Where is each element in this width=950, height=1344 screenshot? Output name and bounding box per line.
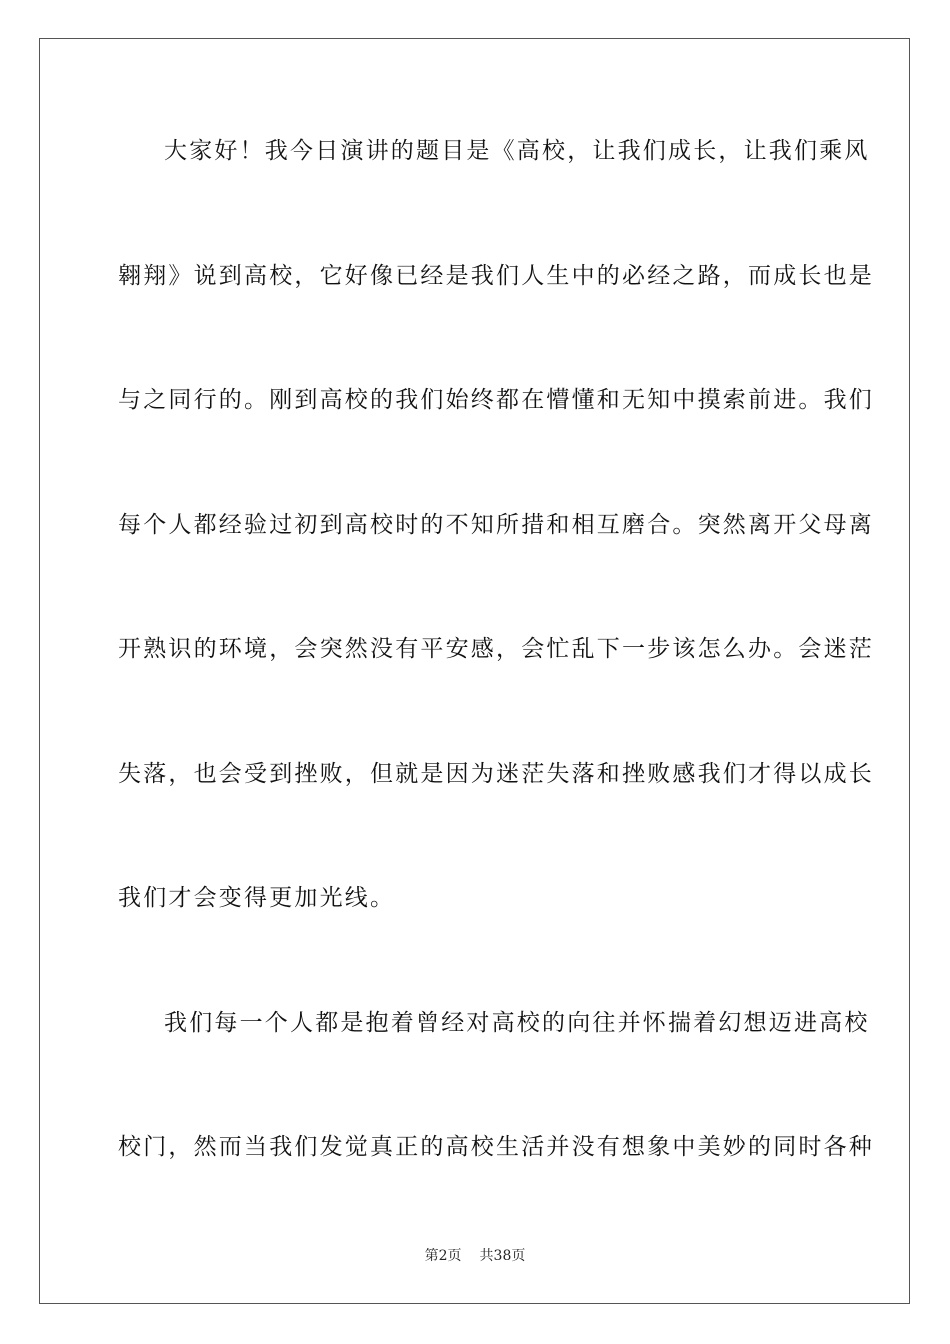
paragraph-2-line-1: 我们每一个人都是抱着曾经对高校的向往并怀揣着幻想迈进高校 [164,1010,870,1036]
paragraph-1-line-3: 与之同行的。刚到高校的我们始终都在懵懂和无知中摸索前进。我们 [118,387,874,413]
page-footer [0,1246,950,1266]
page-number: 第2页 [424,1248,462,1264]
paragraph-1-line-5: 开熟识的环境，会突然没有平安感，会忙乱下一步该怎么办。会迷茫 [118,636,874,662]
paragraph-1-line-1: 大家好！我今日演讲的题目是《高校，让我们成长，让我们乘风 [164,138,870,164]
paragraph-1-line-6: 失落，也会受到挫败，但就是因为迷茫失落和挫败感我们才得以成长 [118,761,874,787]
page-total: 共38页 [479,1248,526,1264]
paragraph-1-line-7: 我们才会变得更加光线。 [118,885,396,911]
paragraph-2-line-2: 校门，然而当我们发觉真正的高校生活并没有想象中美妙的同时各种 [118,1134,874,1160]
paragraph-1-line-4: 每个人都经验过初到高校时的不知所措和相互磨合。突然离开父母离 [118,512,874,538]
paragraph-1-line-2: 翱翔》说到高校，它好像已经是我们人生中的必经之路，而成长也是 [118,263,874,289]
page-frame [39,38,910,1304]
